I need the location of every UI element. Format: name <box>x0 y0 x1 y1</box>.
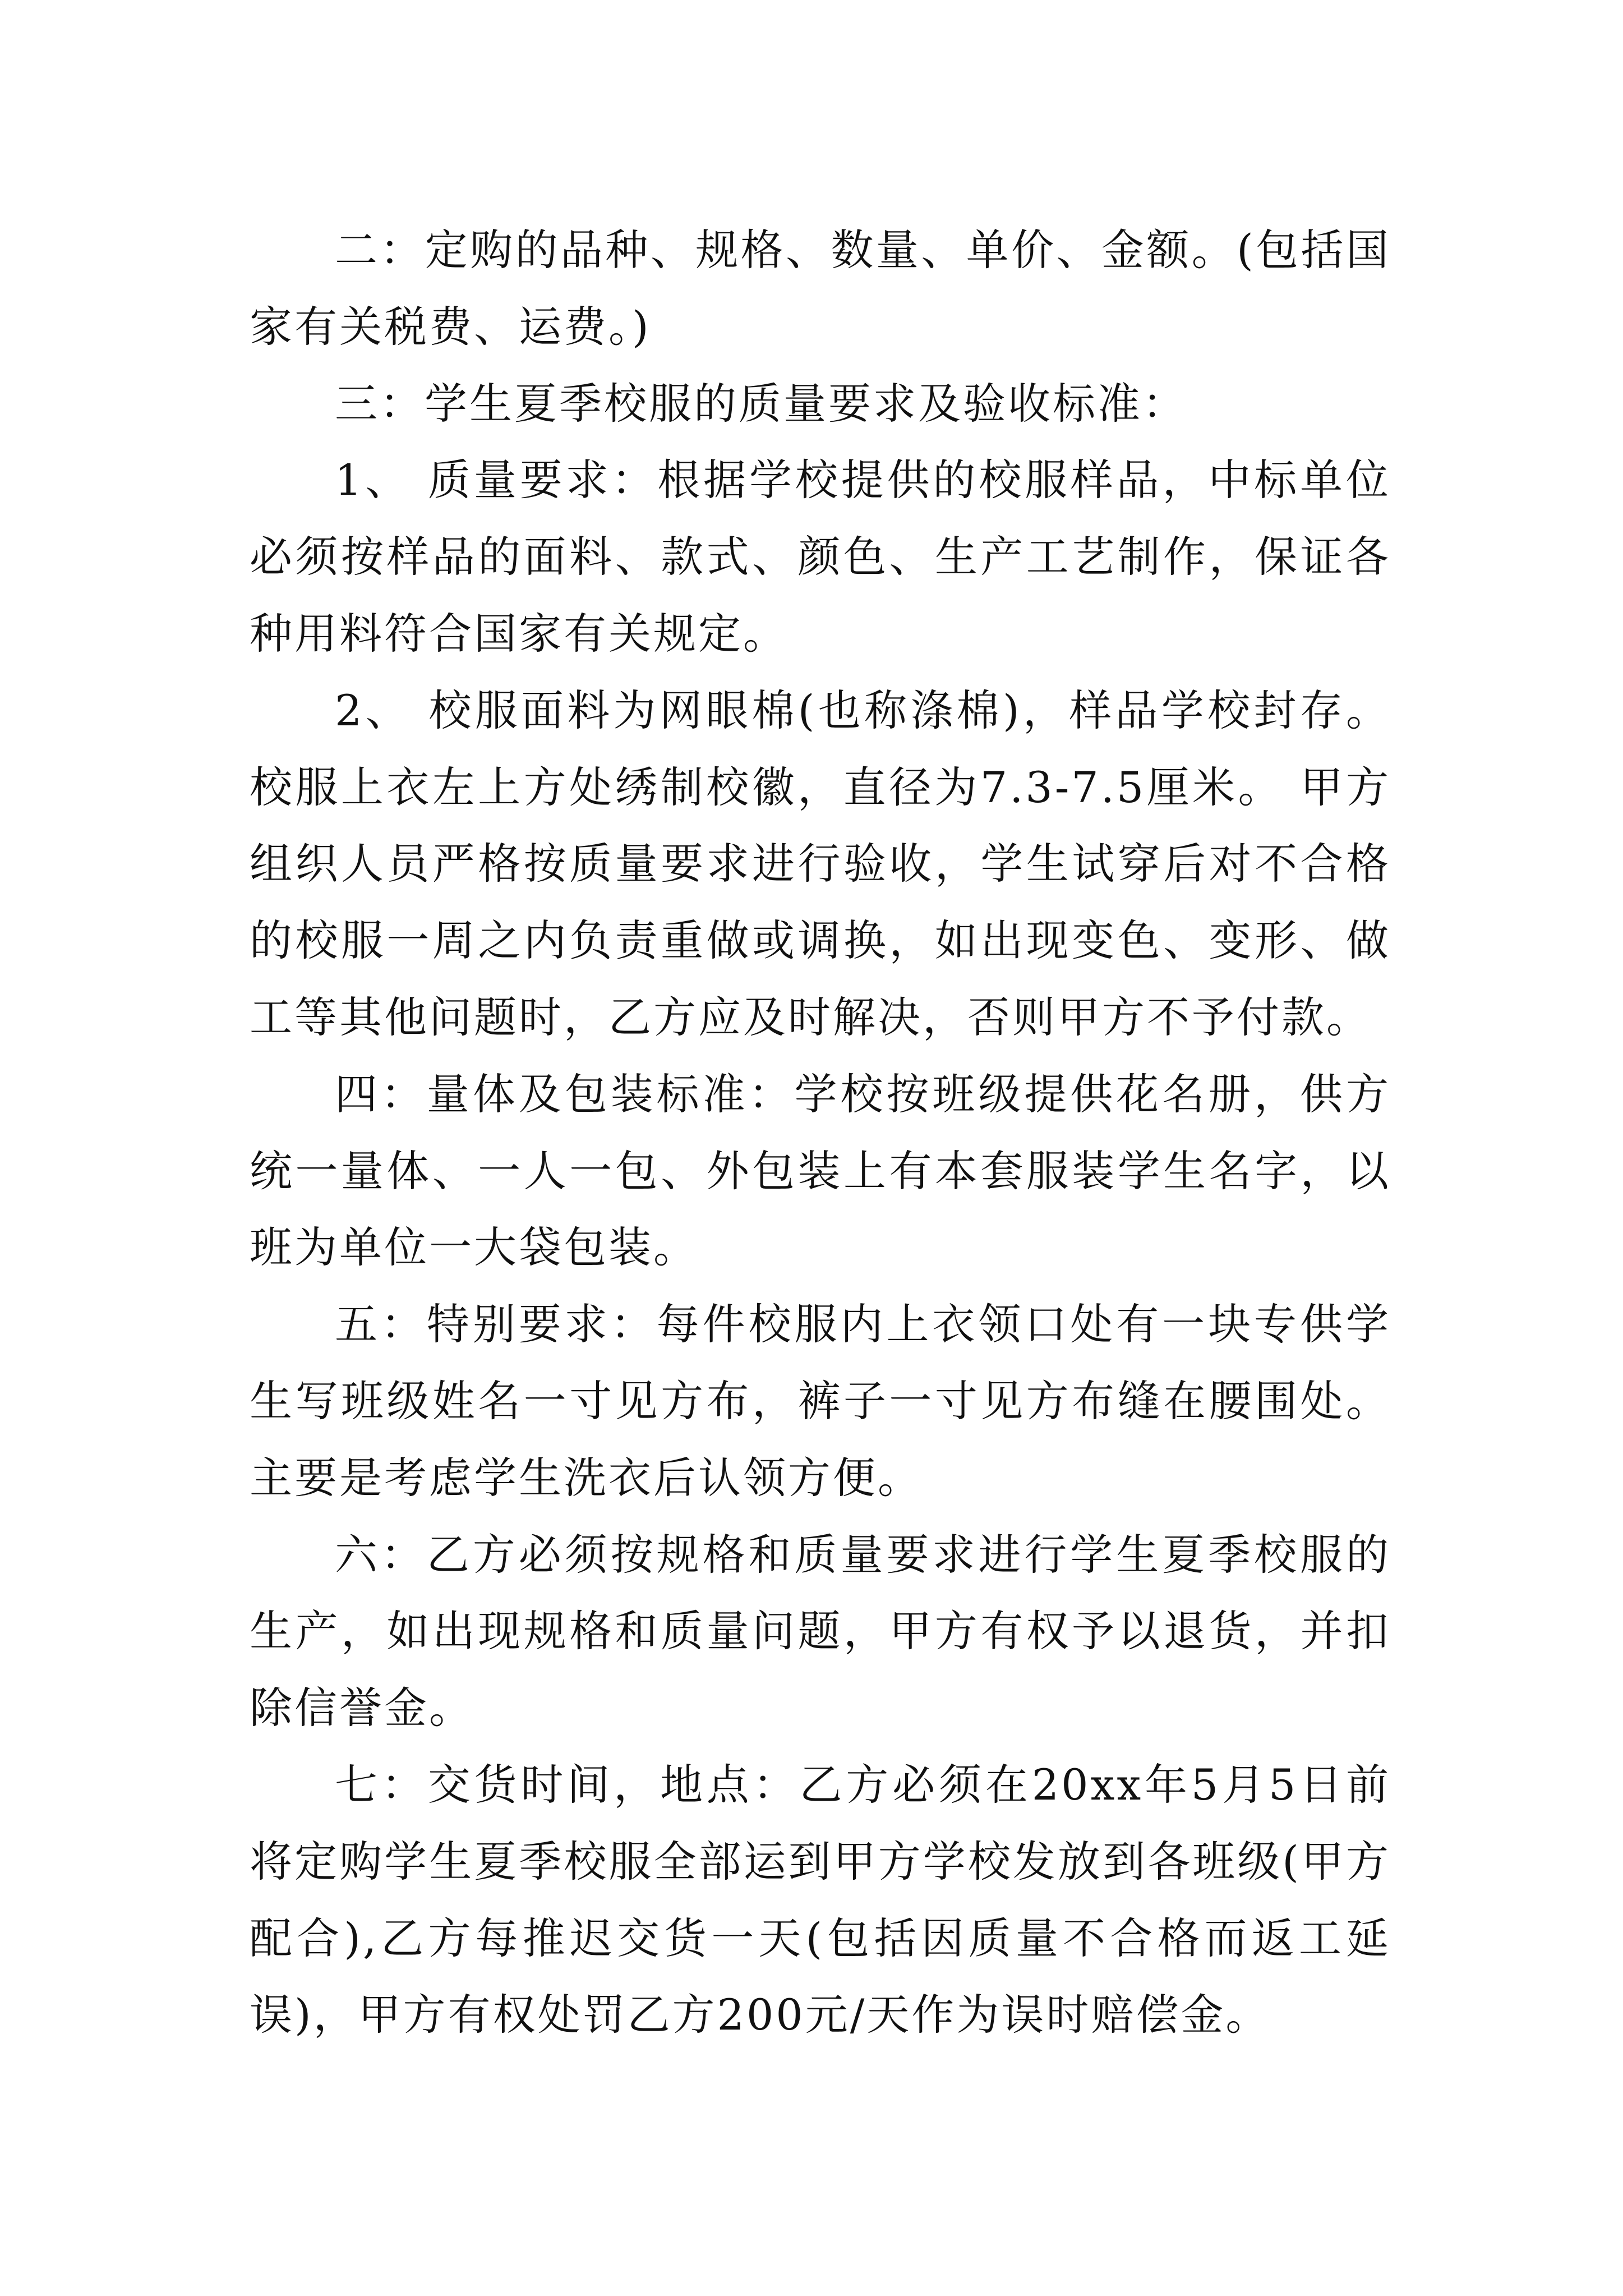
paragraph-item-seven: 七：交货时间，地点：乙方必须在20xx年5月5日前将定购学生夏季校服全部运到甲方学校发放到各班级(甲方配合),乙方每推迟交货一天(包括因质量不合格而返工延误)，甲方有权处罚乙方200元/天作为误时赔偿金。 <box>250 1759 1391 2040</box>
document-body <box>250 212 1391 2054</box>
paragraph-item-six: 六：乙方必须按规格和质量要求进行学生夏季校服的生产，如出现规格和质量问题，甲方有权予以退货，并扣除信誉金。 <box>250 1529 1391 1733</box>
paragraph-item-three: 三：学生夏季校服的质量要求及验收标准： <box>335 378 1187 429</box>
paragraph-item-five: 五：特别要求：每件校服内上衣领口处有一块专供学生写班级姓名一寸见方布，裤子一寸见方布缝在腰围处。主要是考虑学生洗衣后认领方便。 <box>250 1299 1391 1503</box>
paragraph-item-two: 二：定购的品种、规格、数量、单价、金额。(包括国家有关税费、运费。) <box>250 225 1391 352</box>
paragraph-item-four: 四：量体及包装标准：学校按班级提供花名册，供方统一量体、一人一包、外包装上有本套服装学生名字，以班为单位一大袋包装。 <box>250 1069 1391 1273</box>
paragraph-quality-requirement: 1、 质量要求：根据学校提供的校服样品，中标单位必须按样品的面料、款式、颜色、生产工艺制作，保证各种用料符合国家有关规定。 <box>250 455 1391 659</box>
paragraph-fabric-inspection: 2、 校服面料为网眼棉(也称涤棉)，样品学校封存。校服上衣左上方处绣制校徽，直径为7.3-7.5厘米。 甲方组织人员严格按质量要求进行验收，学生试穿后对不合格的校服一周之内负责重做或调换，如出现变色、变形、做工等其他问题时，乙方应及时解决，否则甲方不予付款。 <box>250 685 1391 1042</box>
